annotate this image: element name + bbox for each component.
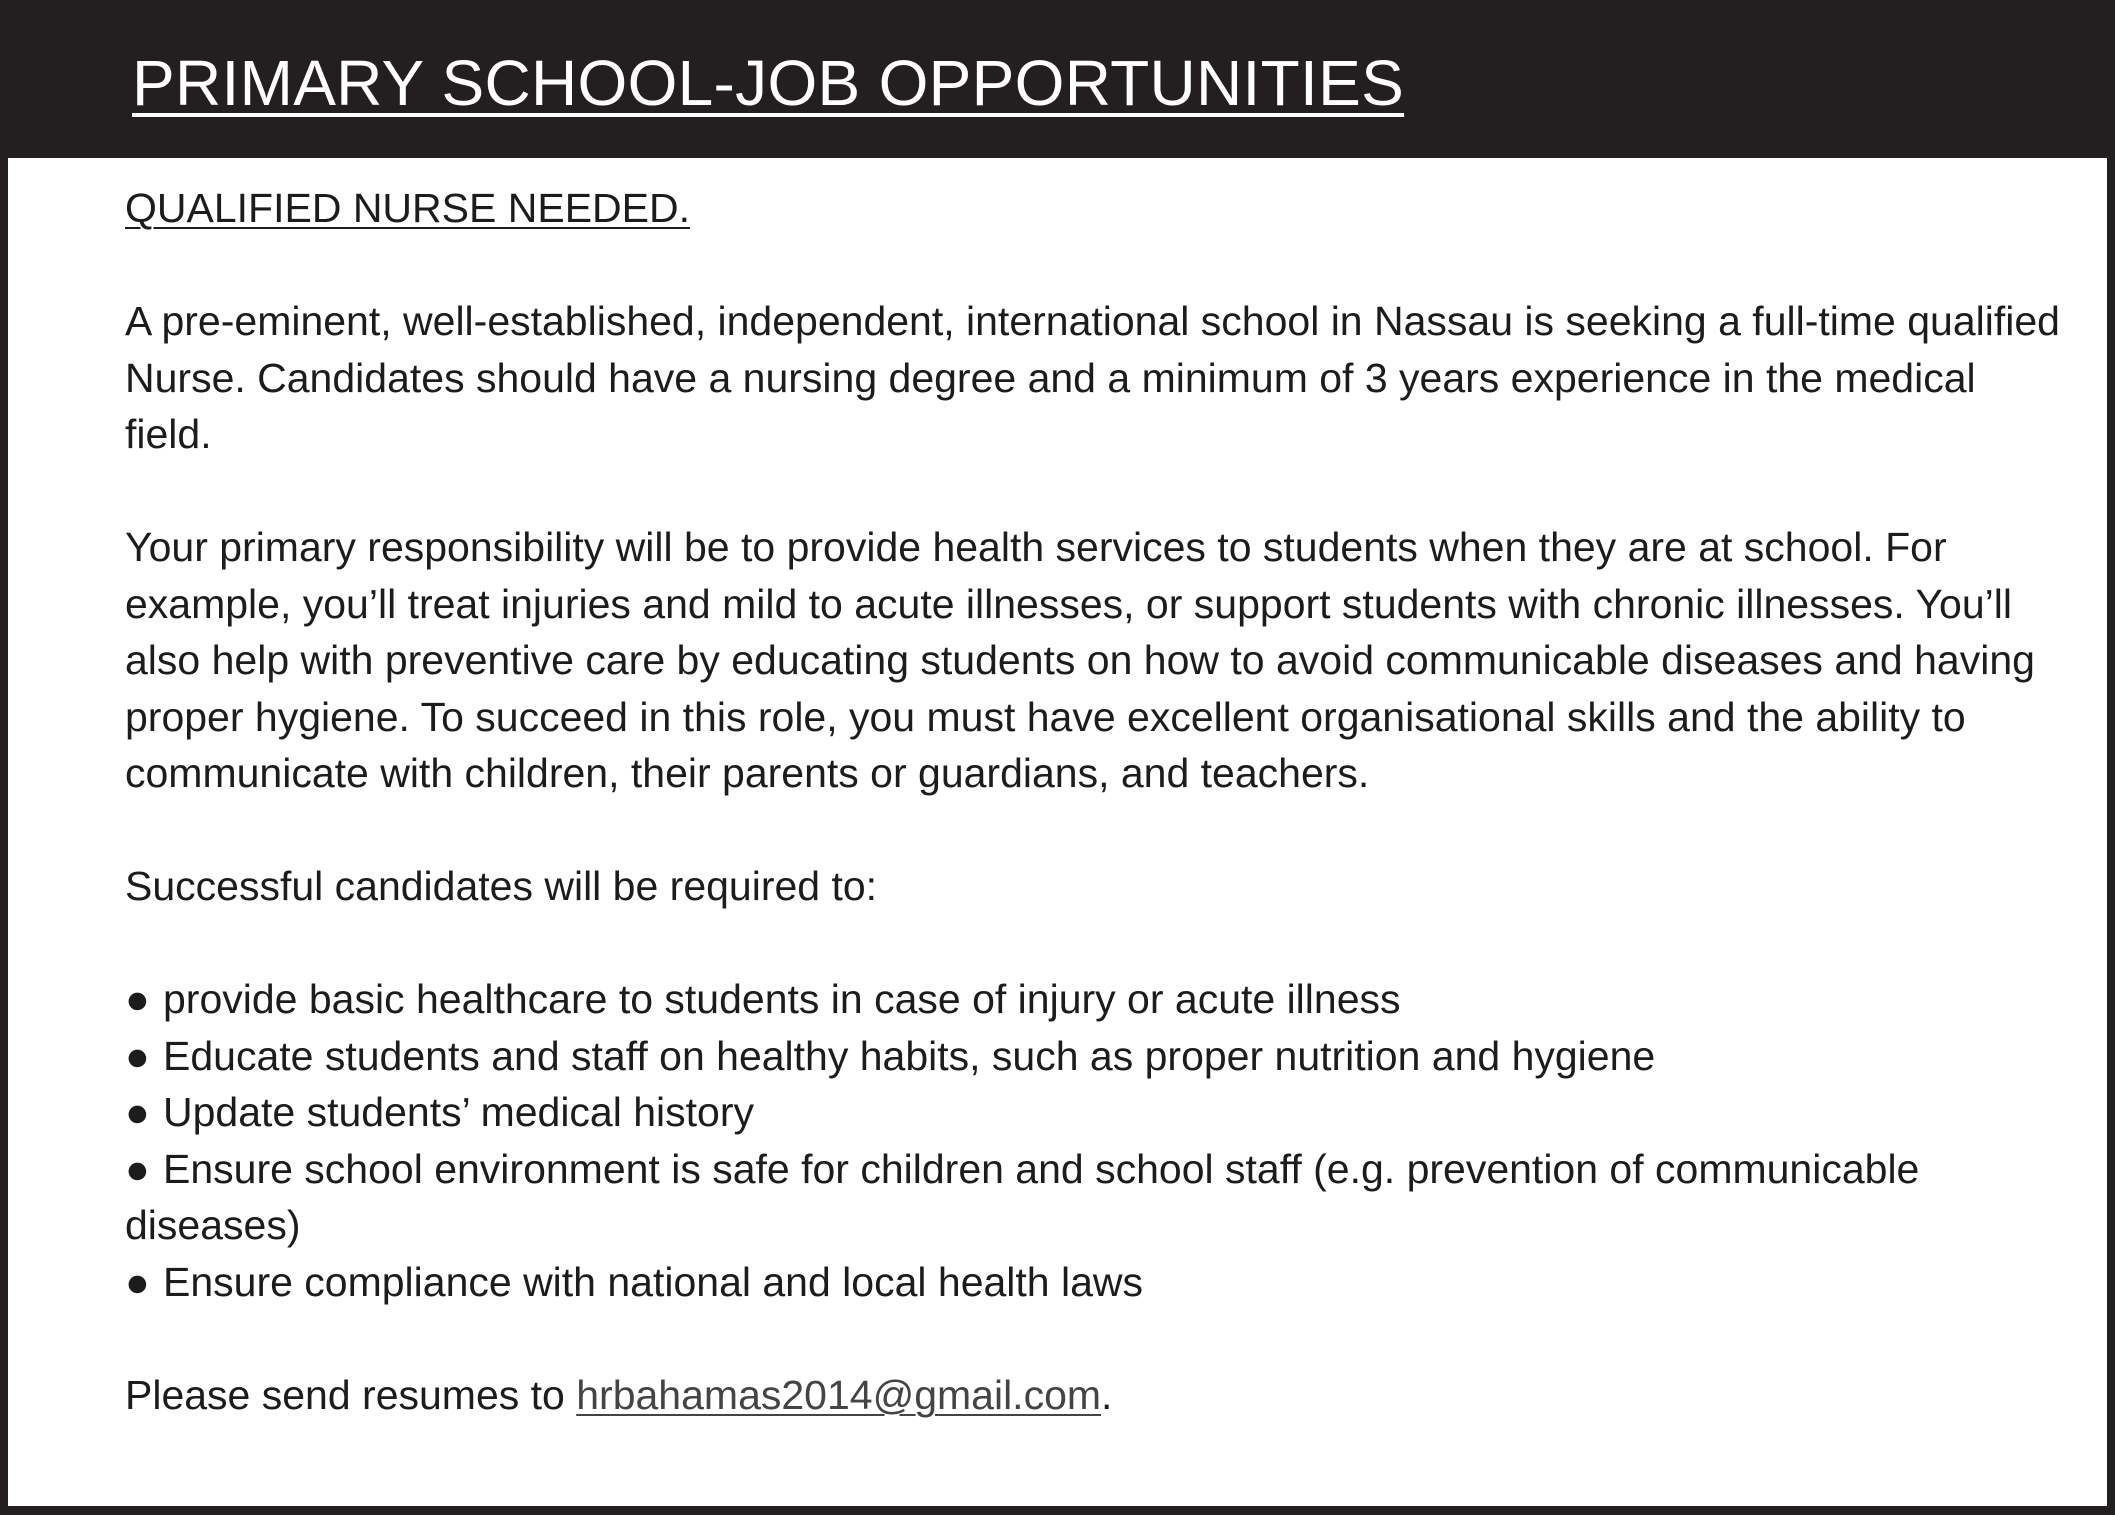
list-item	[125, 1028, 2065, 1085]
contact-suffix: .	[1101, 1371, 1113, 1418]
job-heading: QUALIFIED NURSE NEEDED.	[125, 185, 690, 231]
contact-prefix: Please send resumes to	[125, 1371, 577, 1418]
bullet-icon: ●	[125, 1032, 150, 1079]
email-link[interactable]: hrbahamas2014@gmail.com	[576, 1371, 1102, 1418]
bullet-icon: ●	[125, 1089, 150, 1135]
intro-paragraph: A pre-eminent, well-established, independent, international school in Nassau is seeking a full-time qualified Nurse. Candidates should have a nursing degree and a minimum of 3 years experience in the medical field.	[125, 298, 2060, 457]
duties-list	[125, 971, 2065, 1310]
duty-text: Update students’ medical history	[163, 1089, 754, 1135]
duty-text: Ensure school environment is safe for children and school staff (e.g. prevention of communicable diseases)	[125, 1145, 1920, 1248]
list-item	[125, 1254, 2065, 1311]
bullet-icon: ●	[125, 1145, 150, 1192]
duty-text: Ensure compliance with national and local health laws	[163, 1258, 1144, 1305]
bullet-icon: ●	[125, 976, 150, 1022]
list-item	[125, 971, 2065, 1028]
header-bar	[0, 0, 2115, 158]
job-ad-body	[125, 180, 2065, 1480]
bullet-icon: ●	[125, 1258, 150, 1305]
responsibilities-paragraph: Your primary responsibility will be to provide health services to students when they are at school. For example, you’ll treat injuries and mild to acute illnesses, or support students with chronic illnesses. You’ll also help with preventive care by educating students on how to avoid communicable diseases and having proper hygiene. To succeed in this role, you must have excellent organisational skills and the ability to communicate with children, their parents or guardians, and teachers.	[125, 524, 2035, 796]
job-ad-content	[8, 158, 2107, 1506]
requirements-intro: Successful candidates will be required to:	[125, 863, 878, 909]
page-title: PRIMARY SCHOOL-JOB OPPORTUNITIES	[132, 47, 1405, 119]
list-item	[125, 1141, 2065, 1254]
duty-text: Educate students and staff on healthy habits, such as proper nutrition and hygiene	[163, 1032, 1656, 1079]
duty-text: provide basic healthcare to students in case of injury or acute illness	[163, 976, 1401, 1022]
contact-line	[125, 1367, 2065, 1424]
list-item	[125, 1084, 2065, 1141]
